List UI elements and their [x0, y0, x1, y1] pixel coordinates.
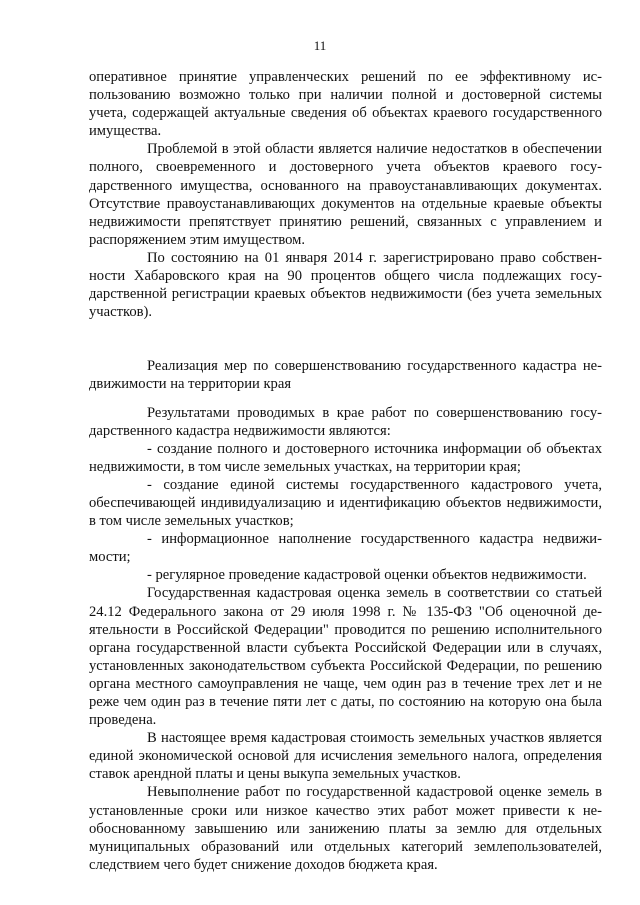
- cadastre-results-list: [89, 440, 602, 585]
- paragraph-cadastral-valuation-law: Государственная кадастровая оценка земель в соответствии со статьей 24.12 Федерального закона от 29 июля 1998 г. № 135-ФЗ "Об оценочной деятельности в Российской Федерации" проводится по решению исполнительного органа государственной власти субъекта Российской Федерации или в случаях, установленных законодательством субъекта Российской Федерации, по решению органа местного самоуправления не чаще, чем один раз в течение трех лет и не реже чем один раз в течение пяти лет с даты, по состоянию на которую она была проведена.: [89, 585, 602, 729]
- paragraph-cadastral-value-basis: В настоящее время кадастровая стоимость земельных участков является единой экономической основой для исчисления земельного налога, определения ставок арендной платы и цены выкупа земельных участков.: [89, 730, 602, 783]
- list-item: - регулярное проведение кадастровой оценки объектов недвижимости.: [147, 567, 587, 584]
- list-item: - информационное наполнение государственного кадастра недвижимости;: [89, 531, 602, 566]
- paragraph-accounting-problem: Проблемой в этой области является наличие недостатков в обеспечении полного, своевременного и достоверного учета объектов краевого государственного имущества, основанного на правоустанавливающих документах. Отсутствие правоустанавливающих документов на отдельные краевые объекты недвижимости препятствует принятию решений, связанных с управлением и распоряжением этим имуществом.: [89, 141, 602, 248]
- paragraph-ownership-registration: По состоянию на 01 января 2014 г. зарегистрировано право собственности Хабаровского края на 90 процентов общего числа подлежащих государственной регистрации краевых объектов недвижимости (без учета земельных участков).: [89, 249, 602, 321]
- paragraph-failure-consequences: Невыполнение работ по государственной кадастровой оценке земель в установленные сроки или низкое качество этих работ может привести к необоснованному завышению или занижению платы за землю для отдельных муниципальных образований или отдельных категорий землепользователей, следствием чего будет снижение доходов бюджета края.: [89, 784, 602, 873]
- page-number: 11: [313, 38, 327, 53]
- section-heading-cadastre: Реализация мер по совершенствованию государственного кадастра недвижимости на территории края: [89, 358, 602, 393]
- list-item: - создание полного и достоверного источника информации об объектах недвижимости, в том числе земельных участках, на территории края;: [89, 440, 602, 475]
- section-spacer: [89, 321, 602, 357]
- heading-spacer: [89, 394, 602, 404]
- paragraph-management-decisions: оперативное принятие управленческих решений по ее эффективному использованию возможно только при наличии полной и достоверной системы учета, содержащей актуальные сведения об объектах краевого государственного имущества.: [89, 69, 602, 140]
- document-body: [89, 68, 602, 874]
- list-item: - создание единой системы государственного кадастрового учета, обеспечивающей индивидуализацию и идентификацию объектов недвижимости, в том числе земельных участков;: [89, 476, 602, 530]
- paragraph-cadastre-results: Результатами проводимых в крае работ по совершенствованию государственного кадастра недвижимости являются:: [89, 404, 602, 439]
